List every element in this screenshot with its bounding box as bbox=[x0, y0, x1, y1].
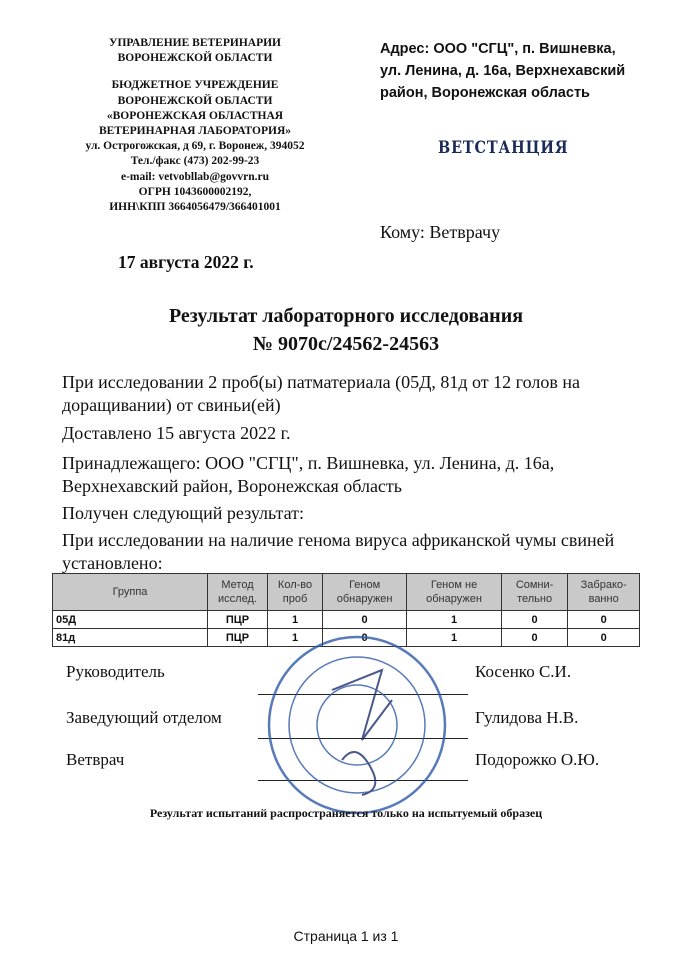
org-line: ВЕТЕРИНАРНАЯ ЛАБОРАТОРИЯ» bbox=[98, 125, 292, 138]
document-date: 17 августа 2022 г. bbox=[118, 252, 254, 272]
cell: 0 bbox=[568, 629, 640, 647]
org-line: ВОРОНЕЖСКОЙ ОБЛАСТИ bbox=[117, 52, 273, 65]
column-header: Забрако-ванно bbox=[568, 574, 640, 611]
cell: 0 bbox=[568, 611, 640, 629]
paragraph-asf: При исследовании на наличие генома вируса африканской чумы свиней установлено: bbox=[62, 530, 615, 573]
org-line: ВОРОНЕЖСКОЙ ОБЛАСТИ bbox=[117, 94, 273, 107]
recipient: Кому: Ветврачу bbox=[380, 222, 501, 242]
org-line: «ВОРОНЕЖСКАЯ ОБЛАСТНАЯ bbox=[106, 109, 284, 122]
paragraph-result-intro: Получен следующий результат: bbox=[62, 503, 305, 523]
org-line: УПРАВЛЕНИЕ ВЕТЕРИНАРИИ bbox=[109, 37, 281, 49]
cell: 0 bbox=[323, 611, 407, 629]
cell: 1 bbox=[407, 629, 502, 647]
org-line: БЮДЖЕТНОЕ УЧРЕЖДЕНИЕ bbox=[111, 79, 279, 92]
org-ogrn: ОГРН 1043600002192, bbox=[138, 185, 252, 198]
org-phone: Тел./факс (473) 202-99-23 bbox=[130, 155, 260, 168]
address-line: ул. Ленина, д. 16а, Верхнехавский bbox=[380, 63, 626, 79]
address-line: район, Воронежская область bbox=[380, 85, 590, 101]
cell: ПЦР bbox=[208, 611, 268, 629]
cell: ПЦР bbox=[208, 629, 268, 647]
column-header: Геном не обнаружен bbox=[407, 574, 502, 611]
address-line: Адрес: ООО "СГЦ", п. Вишневка, bbox=[380, 41, 616, 57]
cell: 1 bbox=[268, 611, 323, 629]
column-header: Группа bbox=[53, 574, 208, 611]
station-stamp-text: ВЕТСТАНЦИЯ bbox=[438, 138, 569, 158]
org-email: e-mail: vetvobllab@govvrn.ru bbox=[120, 170, 270, 183]
column-header: Кол-во проб bbox=[268, 574, 323, 611]
official-stamp bbox=[262, 630, 452, 820]
cell: 0 bbox=[501, 611, 567, 629]
recipient-address bbox=[380, 38, 670, 104]
signature-name: Подорожко О.Ю. bbox=[475, 750, 600, 769]
org-address: ул. Острогожская, д 69, г. Воронеж, 394052 bbox=[85, 140, 305, 153]
org-inn: ИНН\КПП 3664056479/366401001 bbox=[109, 201, 281, 214]
paragraph-samples: При исследовании 2 проб(ы) патматериала (05Д, 81д от 12 голов на доращивании) от свиньи(ей) bbox=[62, 372, 580, 415]
cell: 0 bbox=[323, 629, 407, 647]
cell: 1 bbox=[268, 629, 323, 647]
signature-role: Заведующий отделом bbox=[66, 708, 222, 727]
organization-header bbox=[70, 36, 320, 215]
page-number: Страница 1 из 1 bbox=[293, 928, 399, 944]
cell: 1 bbox=[407, 611, 502, 629]
paragraph-owner: Принадлежащего: ООО "СГЦ", п. Вишневка, ул. Ленина, д. 16а, Верхнехавский район, Воронежская область bbox=[62, 453, 555, 496]
signature-role: Руководитель bbox=[66, 662, 165, 681]
signature-name: Гулидова Н.В. bbox=[475, 708, 579, 727]
disclaimer-note: Результат испытаний распространяется только на испытуемый образец bbox=[149, 806, 543, 820]
document-number: № 9070с/24562-24563 bbox=[252, 333, 440, 355]
signature-role: Ветврач bbox=[66, 750, 125, 769]
cell: 05Д bbox=[53, 611, 208, 629]
paragraph-delivered: Доставлено 15 августа 2022 г. bbox=[62, 423, 291, 443]
cell: 81д bbox=[53, 629, 208, 647]
document-title bbox=[0, 302, 692, 358]
column-header: Метод исслед. bbox=[208, 574, 268, 611]
title-line: Результат лабораторного исследования bbox=[168, 305, 524, 327]
table-row bbox=[53, 611, 640, 629]
column-header: Сомни-тельно bbox=[501, 574, 567, 611]
cell: 0 bbox=[501, 629, 567, 647]
table-header-row bbox=[53, 574, 640, 611]
signature-name: Косенко С.И. bbox=[475, 662, 572, 681]
column-header: Геном обнаружен bbox=[323, 574, 407, 611]
